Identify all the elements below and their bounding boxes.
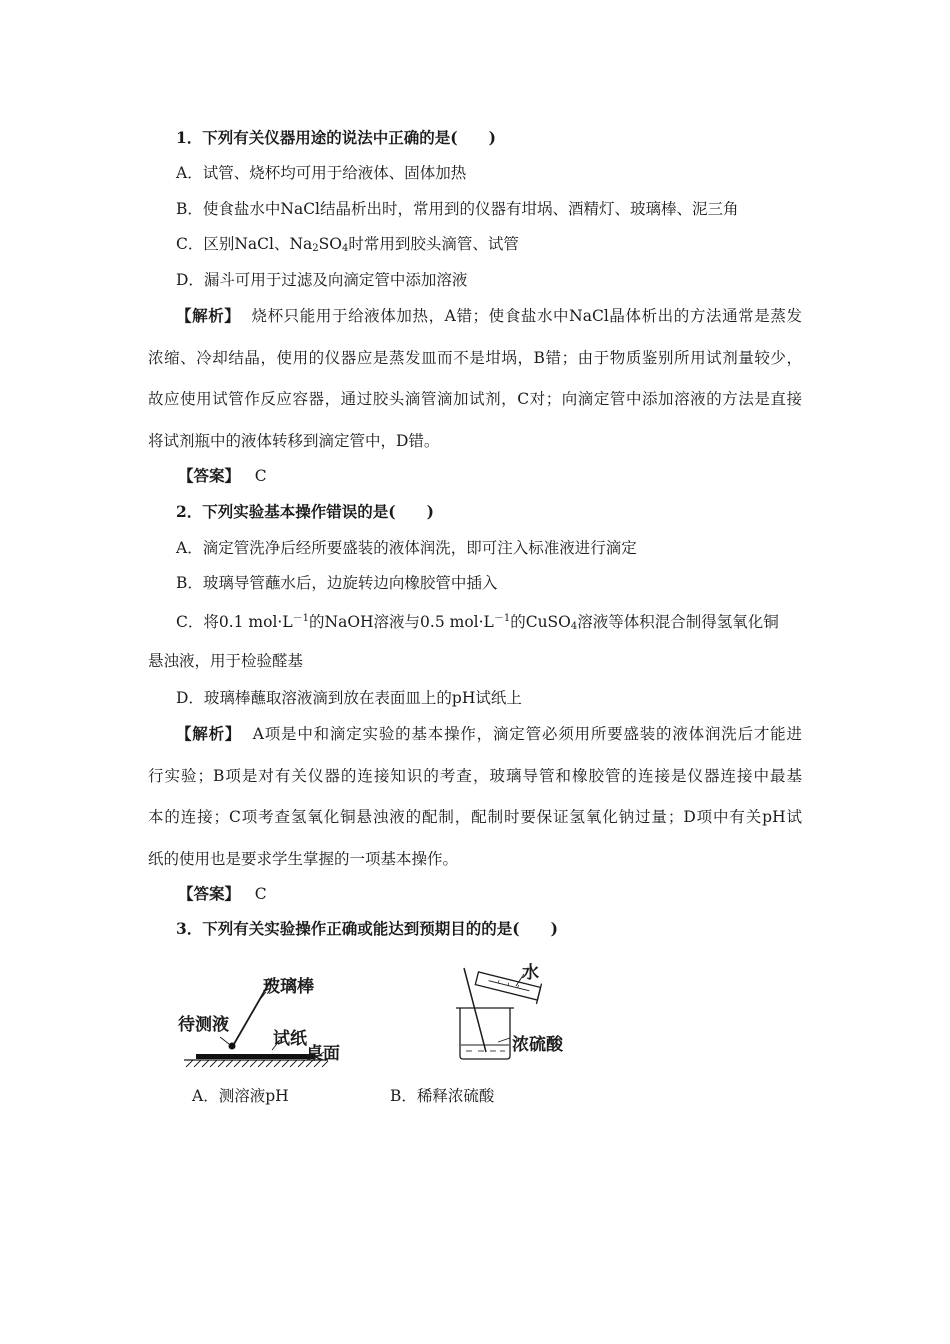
q2-analysis-line-4: 纸的使用也是要求学生掌握的一项基本操作。 xyxy=(148,850,459,868)
q2-option-b: B．玻璃导管蘸水后，边旋转边向橡胶管中插入 xyxy=(176,574,498,592)
label-table: 桌面 xyxy=(306,1044,340,1064)
q1-analysis-line-3: 故应使用试管作反应容器，通过胶头滴管滴加试剂，C对；向滴定管中添加溶液的方法是直接 xyxy=(148,390,802,408)
q2-option-c-line-1: C．将0.1 $mol\cdot L^{-1}$的NaOH溶液与0.5 $mol\cdot L^{-1}$的CuSO$_4$溶液等体积混合制得氢氧化铜 xyxy=(176,613,779,632)
label-test-liquid: 待测液 xyxy=(178,1015,229,1035)
analysis-tag: 【解析】 xyxy=(176,724,242,743)
answer-value: C xyxy=(254,885,267,903)
q2-answer xyxy=(178,884,267,904)
label-glass-rod: 玻璃棒 xyxy=(263,977,314,997)
liquid-drop xyxy=(229,1043,236,1050)
q2-stem: 2．下列实验基本操作错误的是( ) xyxy=(176,502,434,521)
answer-value: C xyxy=(254,467,267,485)
q2-option-c-line-2: 悬浊液，用于检验醛基 xyxy=(148,652,304,670)
q2-analysis-line-3: 本的连接；C项考查氢氧化铜悬浊液的配制，配制时要保证氢氧化钠过量；D项中有关pH试 xyxy=(148,808,802,826)
q1-answer xyxy=(178,466,267,486)
q1-option-a: A．试管、烧杯均可用于给液体、固体加热 xyxy=(176,164,467,182)
label-water: 水 xyxy=(522,963,539,983)
figure-a-caption: A．测溶液pH xyxy=(192,1087,289,1105)
q1-option-b: B．使食盐水中NaCl结晶析出时，常用到的仪器有坩埚、酒精灯、玻璃棒、泥三角 xyxy=(176,200,739,218)
pointer-liquid xyxy=(220,1037,229,1044)
test-paper xyxy=(196,1054,314,1059)
q3-stem: 3．下列有关实验操作正确或能达到预期目的的是( ) xyxy=(176,919,558,938)
q2-analysis-line-1: 【解析】 A项是中和滴定实验的基本操作，滴定管必须用所要盛装的液体润洗后才能进 xyxy=(176,724,802,743)
label-concentrated-acid: 浓硫酸 xyxy=(512,1035,563,1055)
pointer-acid xyxy=(498,1038,510,1042)
q1-analysis-line-1: 【解析】 烧杯只能用于给液体加热，A错；使食盐水中NaCl晶体析出的方法通常是蒸发 xyxy=(176,306,802,325)
q1-analysis-line-2: 浓缩、冷却结晶，使用的仪器应是蒸发皿而不是坩埚，B错；由于物质鉴别所用试剂量较少， xyxy=(148,349,802,367)
figure-b-caption: B．稀释浓硫酸 xyxy=(390,1087,495,1105)
figure-ph-test xyxy=(176,962,376,1072)
answer-tag: 【答案】 xyxy=(178,466,241,485)
q1-analysis-line-4: 将试剂瓶中的液体转移到滴定管中，D错。 xyxy=(148,432,440,450)
q1-option-c: C．区别NaCl、$Na_2SO_4$时常用到胶头滴管、试管 xyxy=(176,235,519,254)
q2-option-d: D．玻璃棒蘸取溶液滴到放在表面皿上的pH试纸上 xyxy=(176,689,522,707)
q2-analysis-line-2: 行实验；B项是对有关仪器的连接知识的考查，玻璃导管和橡胶管的连接是仪器连接中最基 xyxy=(148,767,802,785)
q1-stem: 1．下列有关仪器用途的说法中正确的是( ) xyxy=(176,128,496,147)
figure-dilution xyxy=(450,956,580,1066)
answer-tag: 【答案】 xyxy=(178,884,241,903)
analysis-tag: 【解析】 xyxy=(176,306,241,325)
label-test-paper: 试纸 xyxy=(273,1029,307,1049)
q1-option-d: D．漏斗可用于过滤及向滴定管中添加溶液 xyxy=(176,271,468,289)
q2-option-a: A．滴定管洗净后经所要盛装的液体润洗，即可注入标准液进行滴定 xyxy=(176,539,637,557)
